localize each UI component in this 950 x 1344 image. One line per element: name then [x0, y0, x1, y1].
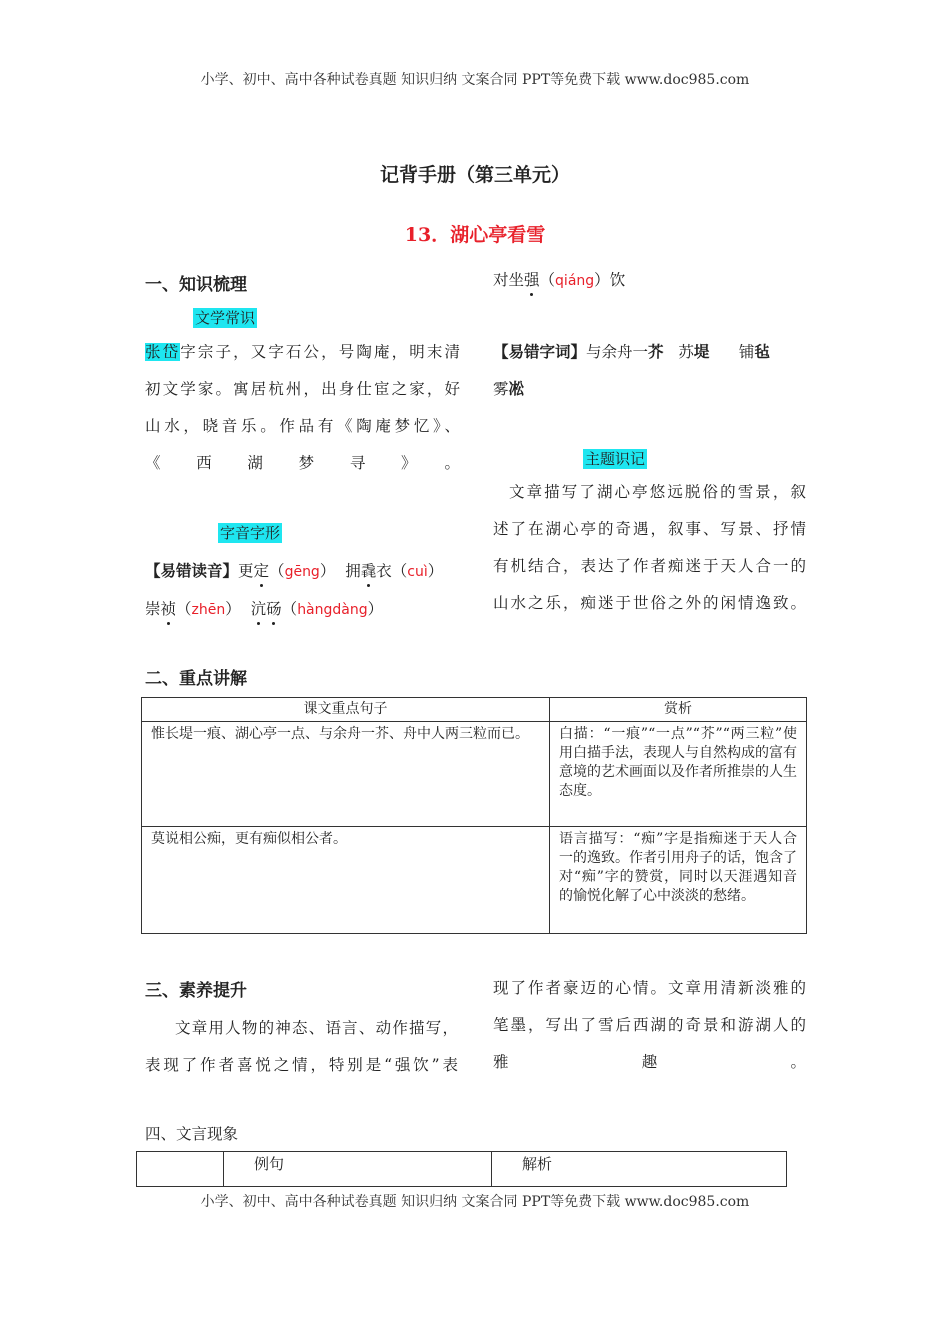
literacy-right — [493, 970, 806, 1081]
pron-tag: 【易错读音】 — [145, 562, 239, 580]
col-header-sentence: 课文重点句子 — [142, 698, 550, 722]
literacy-line-3: 现了作者豪迈的心情。文章用清新淡雅的 — [493, 979, 806, 997]
pron-label — [218, 522, 282, 543]
table-header-row — [137, 1152, 787, 1187]
literacy-line-1: 文章用人物的神态、语言、动作描写， — [175, 1019, 458, 1037]
table-row — [142, 722, 807, 827]
theme-line-4: 山水之乐，痴迷于世俗之外的闲情逸致。 — [493, 594, 806, 612]
theme-paragraph — [493, 474, 806, 622]
literacy-left — [145, 1010, 458, 1084]
author-line-2: 初文学家。寓居杭州，出身仕宦之家，好 — [145, 380, 460, 398]
page-footer: 小学、初中、高中各种试卷真题 知识归纳 文案合同 PPT等免费下载 www.doc985.com — [200, 1194, 750, 1210]
table-header-row — [142, 698, 807, 722]
col-header-example: 例句 — [224, 1152, 492, 1187]
theme-line-3: 有机结合，表达了作者痴迷于天人合一的 — [493, 557, 806, 575]
lesson-title: 13．湖心亭看雪 — [404, 224, 546, 246]
key-points-table — [141, 697, 807, 934]
col-header-blank — [137, 1152, 224, 1187]
literacy-line-4: 笔墨，写出了雪后西湖的奇景和游湖人的 — [493, 1016, 806, 1034]
theme-label — [583, 448, 647, 469]
author-line-4: 《西湖梦寻》。 — [145, 454, 460, 472]
pron-label-text: 字音字形 — [220, 524, 281, 542]
literacy-line-2: 表现了作者喜悦之情，特别是“强饮”表 — [145, 1056, 458, 1074]
section-heading-literacy: 三、素养提升 — [145, 981, 247, 1001]
page-header: 小学、初中、高中各种试卷真题 知识归纳 文案合同 PPT等免费下载 www.doc985.com — [200, 72, 750, 88]
table-row — [142, 827, 807, 934]
author-line-3: 山水，晓音乐。作品有《陶庵梦忆》、 — [145, 417, 460, 435]
lit-label-text: 文学常识 — [195, 309, 256, 327]
pinyin-cui: cuì — [407, 564, 428, 580]
pron-block: 【易错读音】更定（gēng） 拥毳衣（cuì） 崇祯（zhēn） 沆砀（hàngdàng） — [145, 562, 444, 618]
pron-continued: 对坐强（qiáng）饮 — [493, 271, 626, 289]
pinyin-qiang: qiáng — [555, 273, 595, 289]
pinyin-geng: gēng — [284, 564, 320, 580]
section-heading-classical: 四、文言现象 — [145, 1125, 239, 1143]
analysis-cell: 语言描写：“痴”字是指痴迷于天人合一的逸致。作者引用舟子的话，饱含了对“痴”字的赞赏，同时以天涯遇知音的愉悦化解了心中淡淡的愁绪。 — [550, 827, 807, 934]
lit-label — [193, 307, 257, 328]
section-heading-knowledge: 一、知识梳理 — [145, 275, 247, 295]
author-name: 张岱 — [145, 343, 181, 361]
literacy-line-5: 雅趣。 — [493, 1053, 806, 1071]
sentence-cell: 惟长堤一痕、湖心亭一点、与余舟一芥、舟中人两三粒而已。 — [142, 722, 550, 827]
word-tag: 【易错字词】 — [493, 343, 587, 361]
pinyin-zhen: zhēn — [191, 602, 226, 618]
page-title: 记背手册（第三单元） — [379, 164, 570, 186]
word-block: 【易错字词】与余舟一芥 苏堤 铺毡 雾凇 — [493, 343, 770, 398]
theme-label-text: 主题识记 — [585, 450, 646, 468]
section-heading-key-points: 二、重点讲解 — [145, 669, 247, 689]
author-line-1: 字宗子，又字石公，号陶庵，明末清 — [180, 343, 460, 361]
sentence-cell: 莫说相公痴，更有痴似相公者。 — [142, 827, 550, 934]
pinyin-hangdang: hàngdàng — [297, 602, 368, 618]
analysis-cell: 白描：“一痕”“一点”“芥”“两三粒”使用白描手法，表现人与自然构成的富有意境的艺术画面以及作者所推崇的人生态度。 — [550, 722, 807, 827]
author-paragraph — [145, 334, 460, 482]
theme-line-2: 述了在湖心亭的奇遇，叙事、写景、抒情 — [493, 520, 806, 538]
theme-line-1: 文章描写了湖心亭悠远脱俗的雪景，叙 — [509, 483, 806, 501]
col-header-explanation: 解析 — [492, 1152, 787, 1187]
classical-table — [136, 1151, 787, 1187]
col-header-analysis: 赏析 — [550, 698, 807, 722]
